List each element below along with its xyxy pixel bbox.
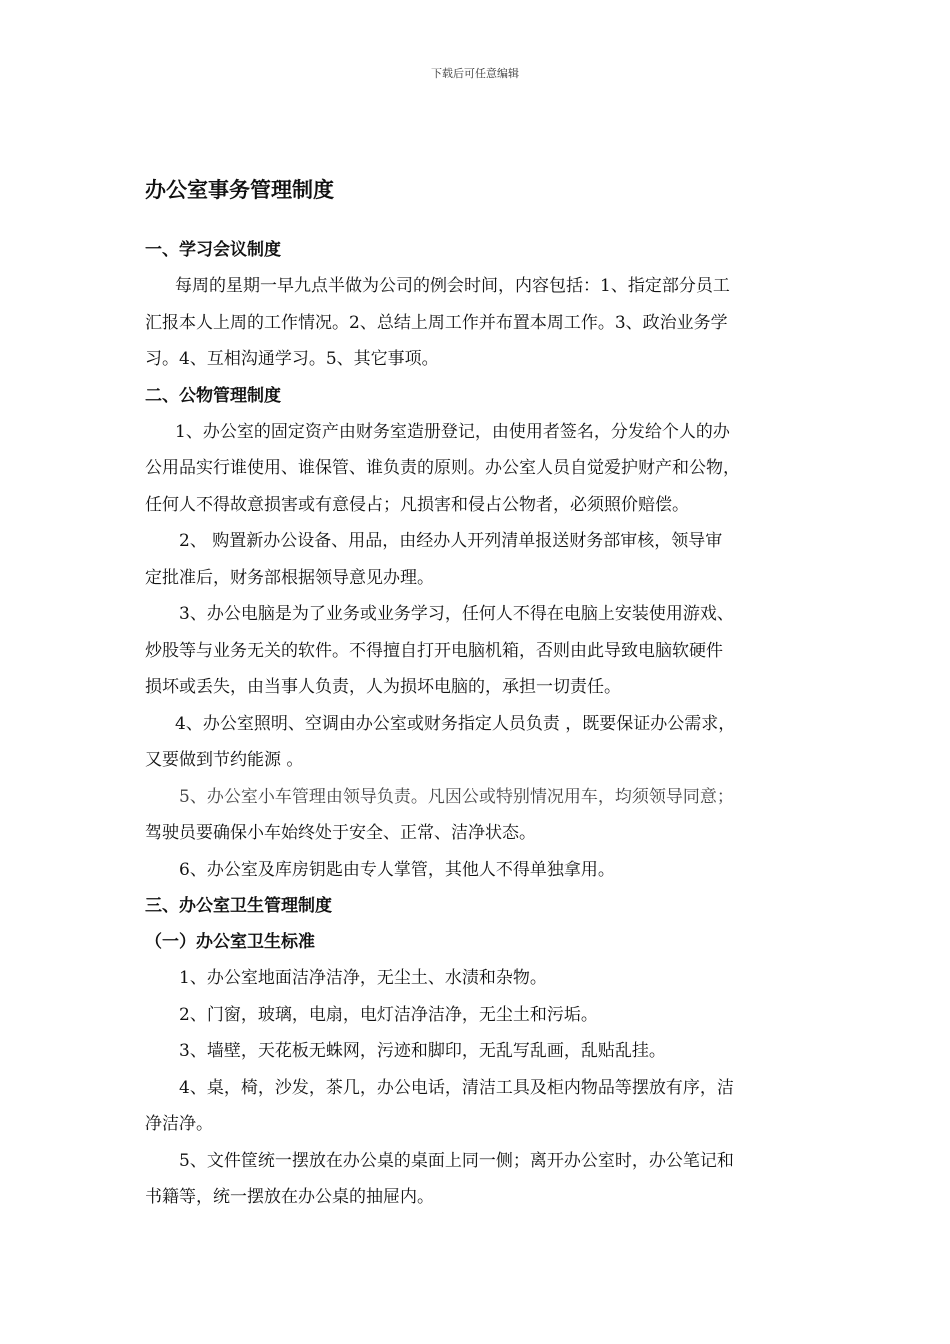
text-line: 净洁净。 bbox=[145, 1114, 213, 1134]
text-line: 5、办公室小车管理由领导负责。凡因公或特别情况用车，均须领导同意； bbox=[179, 786, 734, 807]
text-line: 2、门窗，玻璃，电扇，电灯洁净洁净，无尘土和污垢。 bbox=[179, 1004, 598, 1025]
text-line: 4、办公室照明、空调由办公室或财务指定人员负责 ，既要保证办公需求， bbox=[175, 713, 736, 734]
text-line: 公用品实行谁使用、谁保管、谁负责的原则。办公室人员自觉爱护财产和公物， bbox=[145, 458, 740, 478]
paragraph-property-1 bbox=[145, 414, 810, 524]
text-line: 驾驶员要确保小车始终处于安全、正常、洁净状态。 bbox=[145, 823, 536, 843]
text-line: 习。4、互相沟通学习。5、其它事项。 bbox=[145, 349, 439, 369]
subsection-heading-hygiene-standards: （一）办公室卫生标准 bbox=[145, 932, 315, 952]
list-item-hygiene-1 bbox=[145, 960, 810, 997]
paragraph-property-2 bbox=[145, 523, 810, 596]
page-header: 下载后可任意编辑 bbox=[431, 67, 519, 80]
text-line: 1、办公室的固定资产由财务室造册登记，由使用者签名，分发给个人的办 bbox=[175, 421, 730, 442]
text-line: 6、办公室及库房钥匙由专人掌管，其他人不得单独拿用。 bbox=[179, 859, 615, 880]
list-item-hygiene-4 bbox=[145, 1070, 810, 1143]
paragraph-property-5 bbox=[145, 779, 810, 852]
text-line: 书籍等，统一摆放在办公桌的抽屉内。 bbox=[145, 1187, 434, 1207]
text-line: 炒股等与业务无关的软件。不得擅自打开电脑机箱，否则由此导致电脑软硬件 bbox=[145, 640, 723, 661]
text-line: 3、墙壁，天花板无蛛网，污迹和脚印，无乱写乱画，乱贴乱挂。 bbox=[179, 1041, 666, 1061]
document-title: 办公室事务管理制度 bbox=[145, 178, 334, 202]
text-line: 2、 购置新办公设备、用品，由经办人开列清单报送财务部审核，领导审 bbox=[179, 531, 723, 551]
text-line: 汇报本人上周的工作情况。2、总结上周工作并布置本周工作。3、政治业务学 bbox=[145, 312, 728, 333]
paragraph-property-3 bbox=[145, 596, 810, 706]
list-item-hygiene-3 bbox=[145, 1033, 810, 1070]
paragraph-meetings bbox=[145, 268, 810, 378]
paragraph-property-6 bbox=[145, 852, 810, 889]
section-heading-meetings: 一、学习会议制度 bbox=[145, 240, 281, 260]
section-heading-property: 二、公物管理制度 bbox=[145, 385, 281, 406]
text-line: 1、办公室地面洁净洁净，无尘土、水渍和杂物。 bbox=[179, 968, 547, 988]
list-item-hygiene-5 bbox=[145, 1143, 810, 1216]
document-body bbox=[145, 232, 810, 1216]
text-line: 每周的星期一早九点半做为公司的例会时间，内容包括：1、指定部分员工 bbox=[175, 276, 730, 296]
paragraph-property-4 bbox=[145, 706, 810, 779]
text-line: 又要做到节约能源 。 bbox=[145, 750, 304, 770]
text-line: 3、办公电脑是为了业务或业务学习，任何人不得在电脑上安装使用游戏、 bbox=[179, 604, 734, 624]
list-item-hygiene-2 bbox=[145, 997, 810, 1034]
text-line: 定批准后，财务部根据领导意见办理。 bbox=[145, 567, 434, 588]
text-line: 4、桌，椅，沙发，茶几，办公电话，清洁工具及柜内物品等摆放有序，洁 bbox=[179, 1077, 734, 1098]
text-line: 损坏或丢失，由当事人负责，人为损坏电脑的，承担一切责任。 bbox=[145, 677, 621, 697]
section-heading-hygiene: 三、办公室卫生管理制度 bbox=[145, 896, 332, 916]
text-line: 任何人不得故意损害或有意侵占；凡损害和侵占公物者，必须照价赔偿。 bbox=[145, 494, 689, 515]
text-line: 5、文件筐统一摆放在办公桌的桌面上同一侧；离开办公室时，办公笔记和 bbox=[179, 1150, 734, 1171]
